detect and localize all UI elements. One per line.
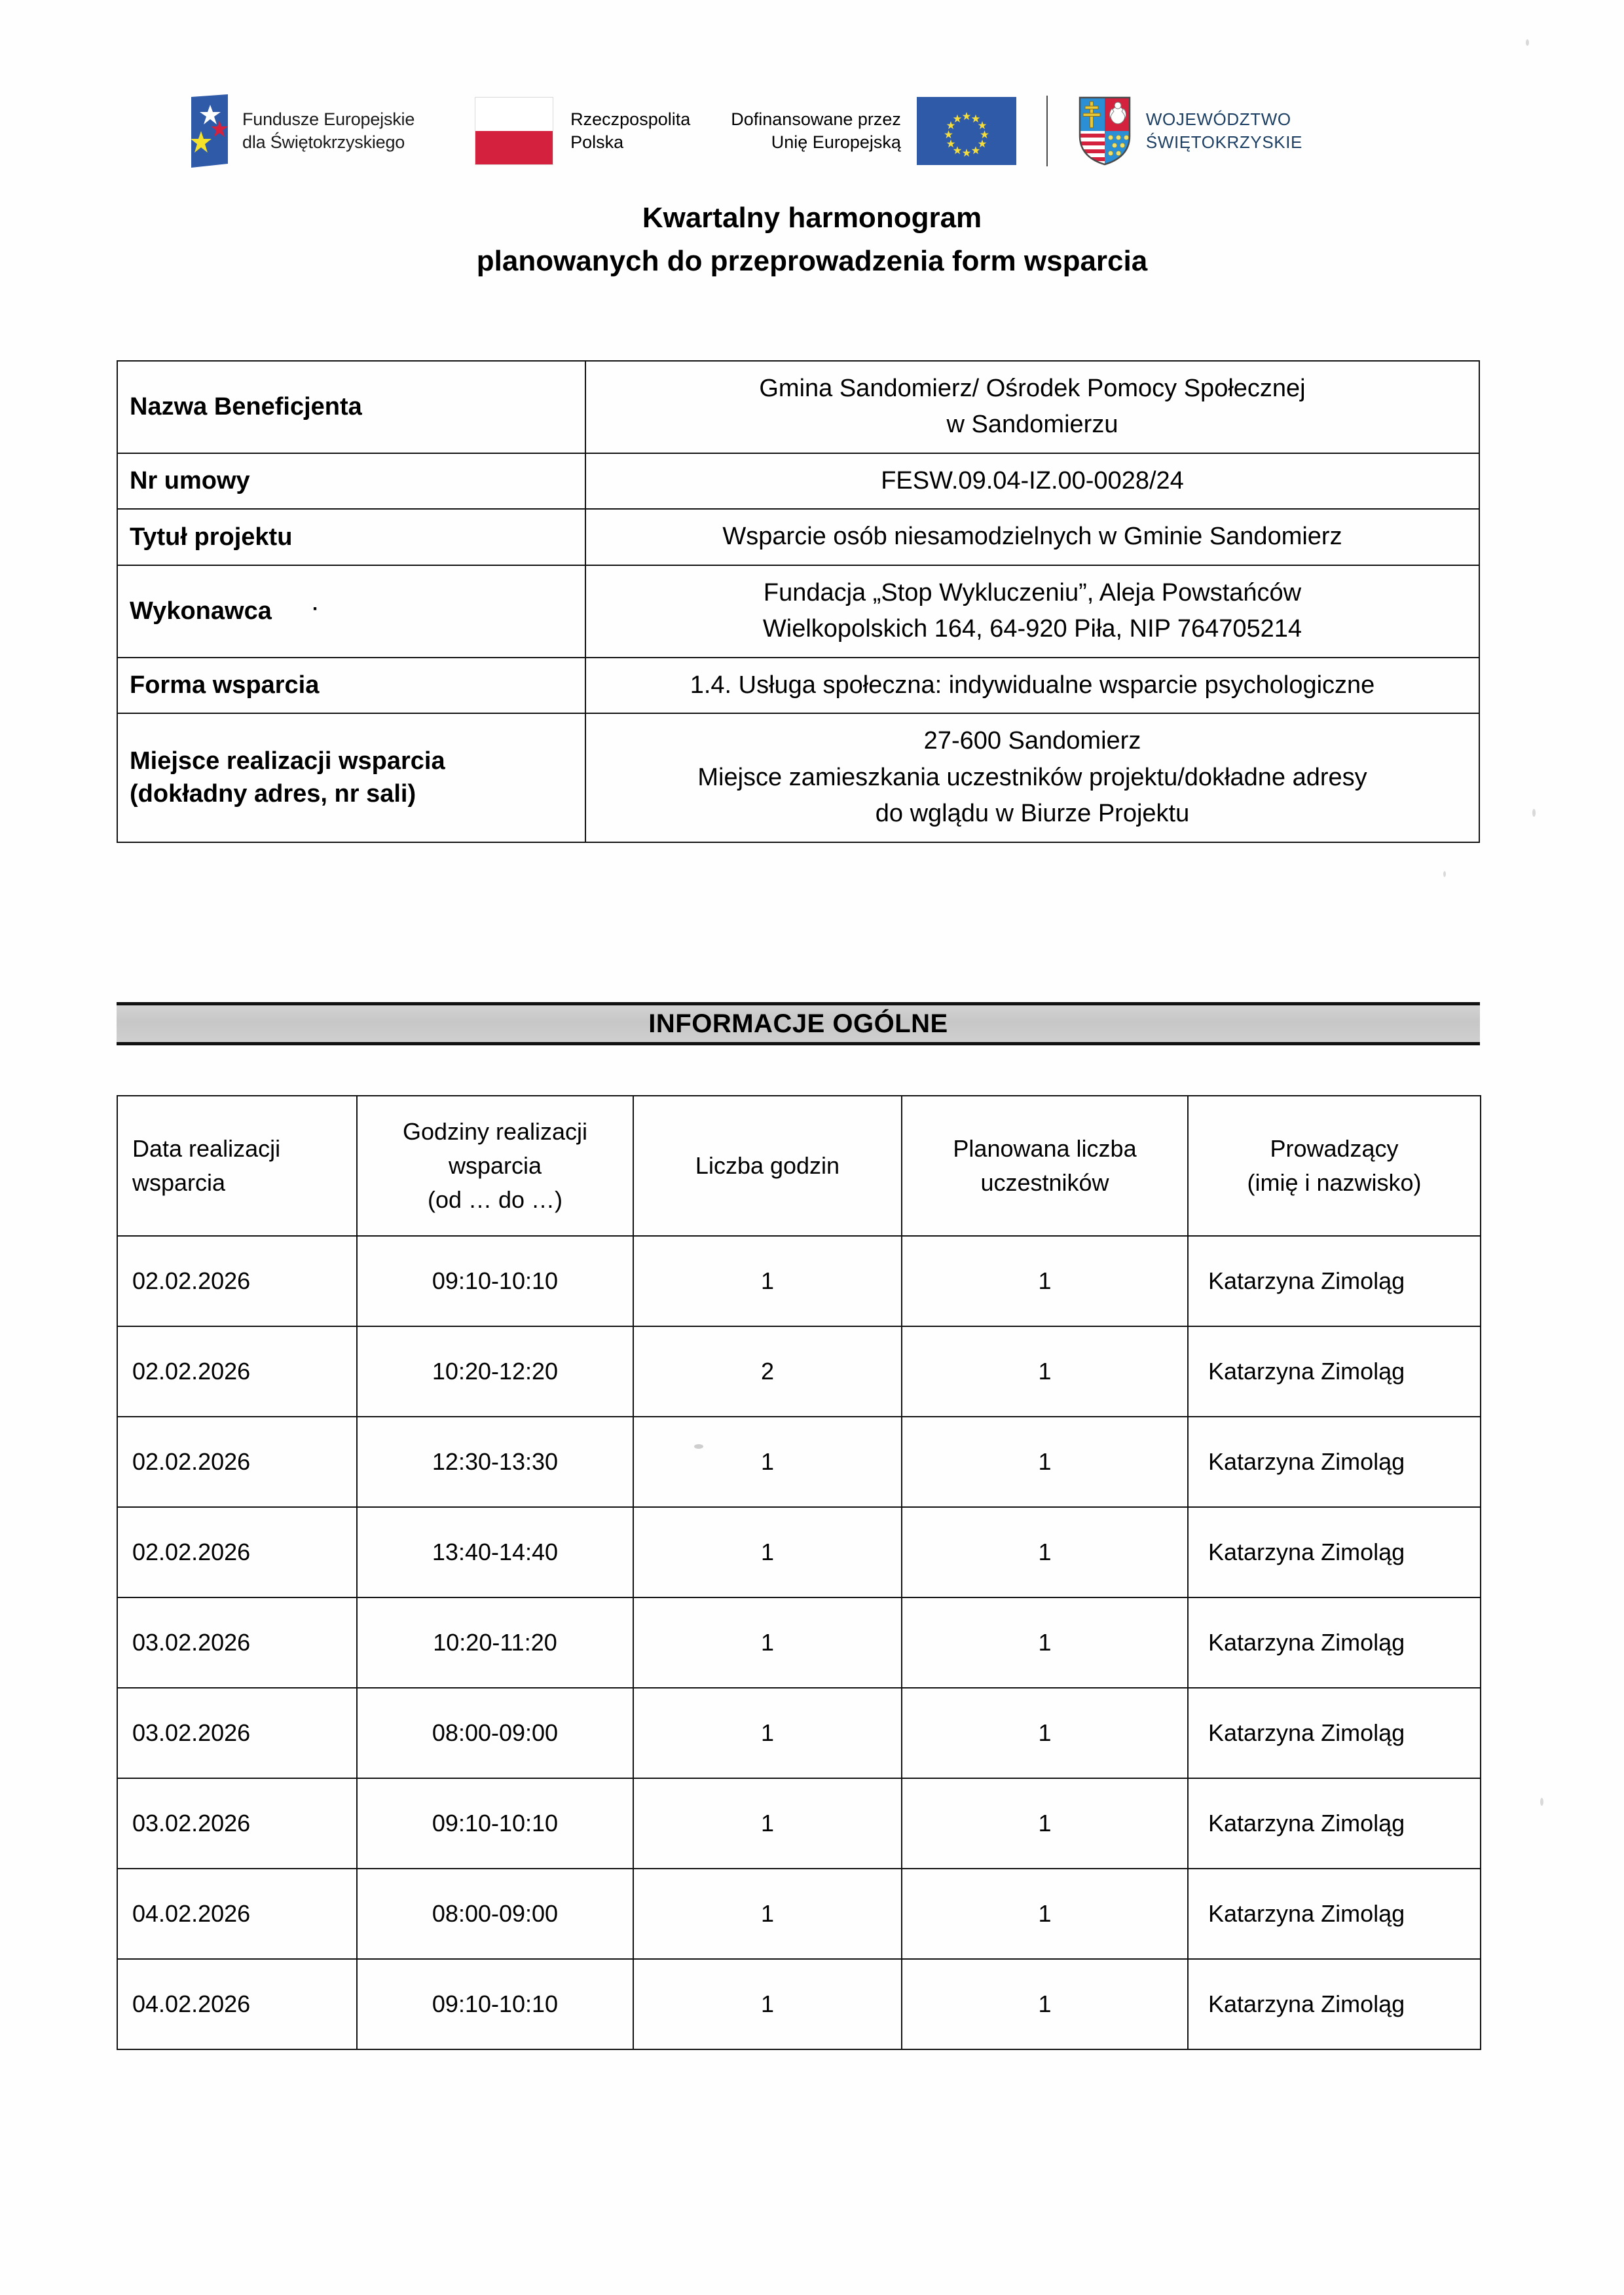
schedule-header-row <box>117 1096 1481 1236</box>
cell-hours: 10:20-11:20 <box>357 1597 633 1688</box>
cell-hour-count: 1 <box>633 1417 902 1507</box>
table-row <box>117 1597 1481 1688</box>
info-value-contractor <box>585 565 1479 658</box>
cell-hour-count: 1 <box>633 1507 902 1597</box>
info-label-contractor <box>117 565 585 658</box>
cell-lead: Katarzyna Zimoląg <box>1188 1597 1481 1688</box>
table-row <box>117 1236 1481 1326</box>
cell-date: 03.02.2026 <box>117 1778 357 1869</box>
cell-participants: 1 <box>902 1326 1188 1417</box>
table-row <box>117 713 1479 842</box>
cell-participants: 1 <box>902 1778 1188 1869</box>
cell-date: 02.02.2026 <box>117 1326 357 1417</box>
fundusze-europejskie-label <box>242 108 415 154</box>
fe-line-1: Fundusze Europejskie <box>242 109 415 129</box>
info-value-contract-number: FESW.09.04-IZ.00-0028/24 <box>585 453 1479 509</box>
cell-hours: 13:40-14:40 <box>357 1507 633 1597</box>
wojewodztwo-swietokrzyskie-label <box>1146 108 1302 154</box>
poland-flag-red-stripe <box>475 131 553 164</box>
eu-line-1: Dofinansowane przez <box>731 109 901 129</box>
table-row <box>117 1326 1481 1417</box>
poland-flag-icon <box>475 97 553 165</box>
cell-participants: 1 <box>902 1959 1188 2049</box>
section-banner-label: INFORMACJE OGÓLNE <box>648 1009 948 1038</box>
cell-hour-count: 1 <box>633 1959 902 2049</box>
cell-lead: Katarzyna Zimoląg <box>1188 1236 1481 1326</box>
column-header-participants-line-2: uczestników <box>980 1169 1109 1196</box>
table-row <box>117 453 1479 509</box>
info-label-contractor-text: Wykonawca <box>130 597 272 625</box>
cell-date: 02.02.2026 <box>117 1507 357 1597</box>
info-value-support-location-line-2: Miejsce zamieszkania uczestników projektu/dokładne adresy <box>697 763 1367 791</box>
info-label-support-location-line-1: Miejsce realizacji wsparcia <box>130 747 445 775</box>
project-info-table <box>117 360 1480 843</box>
cell-lead: Katarzyna Zimoląg <box>1188 1417 1481 1507</box>
column-header-date <box>117 1096 357 1236</box>
cell-hour-count: 1 <box>633 1236 902 1326</box>
info-value-beneficiary-line-2: w Sandomierzu <box>946 411 1118 439</box>
eu-line-2: Unię Europejską <box>771 132 901 152</box>
cell-lead: Katarzyna Zimoląg <box>1188 1959 1481 2049</box>
logo-unia-europejska <box>731 97 1016 165</box>
cell-hours: 12:30-13:30 <box>357 1417 633 1507</box>
cell-participants: 1 <box>902 1417 1188 1507</box>
cell-participants: 1 <box>902 1597 1188 1688</box>
table-row <box>117 1507 1481 1597</box>
section-banner-informacje-ogolne <box>117 1002 1480 1045</box>
info-label-contract-number: Nr umowy <box>117 453 585 509</box>
cell-lead: Katarzyna Zimoląg <box>1188 1688 1481 1778</box>
cell-date: 02.02.2026 <box>117 1236 357 1326</box>
cell-date: 02.02.2026 <box>117 1417 357 1507</box>
table-row <box>117 1778 1481 1869</box>
table-row <box>117 1688 1481 1778</box>
cell-participants: 1 <box>902 1507 1188 1597</box>
scan-speck <box>1532 809 1536 817</box>
logo-rzeczpospolita-polska <box>475 97 690 165</box>
cell-lead: Katarzyna Zimoląg <box>1188 1326 1481 1417</box>
cell-hours: 08:00-09:00 <box>357 1688 633 1778</box>
cell-hour-count: 2 <box>633 1326 902 1417</box>
fundusze-europejskie-flag-icon <box>190 94 231 168</box>
column-header-date-line-1: Data realizacji <box>132 1135 281 1163</box>
page-title-line-2: planowanych do przeprowadzenia form wsparcia <box>476 245 1148 277</box>
cell-participants: 1 <box>902 1688 1188 1778</box>
cell-participants: 1 <box>902 1869 1188 1959</box>
column-header-lead-line-1: Prowadzący <box>1270 1135 1399 1163</box>
cell-date: 03.02.2026 <box>117 1688 357 1778</box>
cell-date: 04.02.2026 <box>117 1959 357 2049</box>
scan-speck <box>1443 871 1446 877</box>
scan-speck <box>1540 1798 1543 1806</box>
column-header-hours-line-1: Godziny realizacji <box>402 1118 588 1146</box>
cell-hour-count: 1 <box>633 1869 902 1959</box>
european-union-flag-icon <box>917 97 1016 165</box>
column-header-lead <box>1188 1096 1481 1236</box>
table-row <box>117 658 1479 713</box>
scan-speck <box>1526 39 1529 46</box>
page-title-line-1: Kwartalny harmonogram <box>642 202 982 234</box>
info-value-support-location <box>585 713 1479 842</box>
info-value-contractor-line-1: Fundacja „Stop Wykluczeniu”, Aleja Powstańców <box>763 578 1302 606</box>
cell-hour-count: 1 <box>633 1597 902 1688</box>
stray-pen-mark-icon: · <box>312 597 319 620</box>
table-row <box>117 1869 1481 1959</box>
cell-lead: Katarzyna Zimoląg <box>1188 1778 1481 1869</box>
logo-fundusze-europejskie <box>190 94 415 168</box>
table-row <box>117 509 1479 565</box>
info-label-project-title: Tytuł projektu <box>117 509 585 565</box>
column-header-lead-line-2: (imię i nazwisko) <box>1247 1169 1422 1196</box>
page-title <box>0 196 1624 283</box>
column-header-hours-line-2: wsparcia <box>448 1152 542 1180</box>
unia-europejska-label <box>731 108 901 154</box>
cell-hour-count: 1 <box>633 1688 902 1778</box>
column-header-participants-line-1: Planowana liczba <box>953 1135 1137 1163</box>
cell-hours: 09:10-10:10 <box>357 1778 633 1869</box>
logo-vertical-divider <box>1046 96 1048 166</box>
voi-line-2: ŚWIĘTOKRZYSKIE <box>1145 132 1302 152</box>
swietokrzyskie-coat-of-arms-icon <box>1078 96 1132 166</box>
fe-line-2: dla Świętokrzyskiego <box>242 132 405 152</box>
schedule-table <box>117 1095 1481 2050</box>
table-row <box>117 565 1479 658</box>
column-header-participants <box>902 1096 1188 1236</box>
rzeczpospolita-polska-label <box>570 108 690 154</box>
logo-wojewodztwo-swietokrzyskie <box>1078 96 1302 166</box>
column-header-hours <box>357 1096 633 1236</box>
cell-date: 04.02.2026 <box>117 1869 357 1959</box>
logo-bar <box>190 92 1460 170</box>
info-value-support-location-line-3: do wglądu w Biurze Projektu <box>875 800 1190 828</box>
schedule-body <box>117 1236 1481 2049</box>
info-value-beneficiary-line-1: Gmina Sandomierz/ Ośrodek Pomocy Społecznej <box>759 375 1306 402</box>
poland-flag-white-stripe <box>475 98 553 131</box>
voi-line-1: WOJEWÓDZTWO <box>1145 109 1291 130</box>
info-label-support-location-line-2: (dokładny adres, nr sali) <box>130 780 416 808</box>
cell-hours: 08:00-09:00 <box>357 1869 633 1959</box>
info-label-support-location <box>117 713 585 842</box>
column-header-hours-line-3: (od … do …) <box>427 1185 563 1213</box>
info-value-project-title: Wsparcie osób niesamodzielnych w Gminie Sandomierz <box>585 509 1479 565</box>
cell-participants: 1 <box>902 1236 1188 1326</box>
cell-date: 03.02.2026 <box>117 1597 357 1688</box>
table-row <box>117 361 1479 453</box>
pl-line-1: Rzeczpospolita <box>570 109 691 129</box>
cell-hours: 10:20-12:20 <box>357 1326 633 1417</box>
table-row <box>117 1959 1481 2049</box>
info-value-support-form: 1.4. Usługa społeczna: indywidualne wsparcie psychologiczne <box>585 658 1479 713</box>
info-value-support-location-line-1: 27-600 Sandomierz <box>923 727 1141 755</box>
scan-speck <box>694 1444 703 1449</box>
cell-hour-count: 1 <box>633 1778 902 1869</box>
info-value-beneficiary <box>585 361 1479 453</box>
column-header-date-line-2: wsparcia <box>132 1169 226 1196</box>
column-header-hour-count: Liczba godzin <box>633 1096 902 1236</box>
cell-hours: 09:10-10:10 <box>357 1236 633 1326</box>
table-row <box>117 1417 1481 1507</box>
info-label-beneficiary: Nazwa Beneficjenta <box>117 361 585 453</box>
cell-lead: Katarzyna Zimoląg <box>1188 1869 1481 1959</box>
info-value-contractor-line-2: Wielkopolskich 164, 64-920 Piła, NIP 764705214 <box>762 615 1302 643</box>
cell-hours: 09:10-10:10 <box>357 1959 633 2049</box>
info-label-support-form: Forma wsparcia <box>117 658 585 713</box>
cell-lead: Katarzyna Zimoląg <box>1188 1507 1481 1597</box>
pl-line-2: Polska <box>570 132 624 152</box>
